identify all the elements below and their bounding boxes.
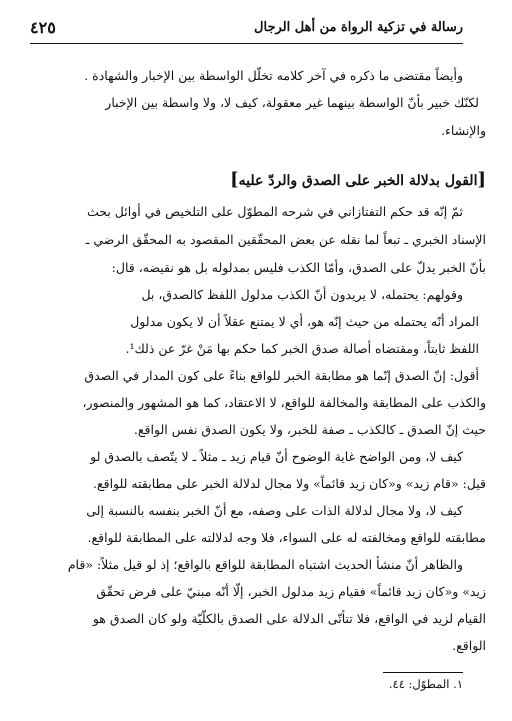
body-line: حيث إنّ الصدق ـ كالكذب ـ صفة للخبر، ولا يكون الصدق نفس الواقع. [133, 422, 486, 437]
footnote-divider [383, 672, 463, 673]
section-heading: [القول بدلالة الخبر على الصدق والردّ عليه] [230, 169, 486, 190]
body-line: القيام لزيد في الواقع، فلا تتأتّى الدلالة على الصدق بالكلّيّة ولو كان الصدق هو [92, 611, 486, 626]
body-line: مطابقته للواقع ومخالفته له على السواء، فلا وجه لدلالته على المطابقة للواقع. [87, 530, 486, 545]
body-line: والإنشاء. [441, 123, 486, 138]
body-line: لكنّك خبير بأنّ الواسطة بينهما غير معقولة، كيف لا، ولا واسطة بين الإخبار [105, 95, 479, 110]
body-line: والكذب على المطابقة والمخالفة للواقع، لا الاعتقاد، كما هو المشهور والمنصور، [82, 395, 486, 410]
body-line: كيف لا، ومن الواضح غاية الوضوح أنّ قيام زيد ـ مثلاً ـ لا يتّصف بالصدق لو [90, 449, 463, 464]
quote-line: اللفظ ثابتاً، ومقتضاه أصالة صدق الخبر كما حكم بها مَنْ غرّ عن ذلك¹. [125, 341, 479, 356]
body-line: الواقع. [452, 638, 486, 653]
body-line: بأنّ الخبر يدلّ على الصدق، وأمّا الكذب فليس بمدلوله بل هو نقيضه، قال: [111, 260, 486, 275]
body-line: ثمّ إنّه قد حكم التفتازاني في شرحه المطوّل على التلخيص في أوائل بحث [87, 204, 463, 219]
heading-bracket-open: [ [477, 169, 486, 190]
body-line: قيل: «قام زيد» و«كان زيد قائماً» ولا مجال لدلالة الخبر على مطابقته للواقع. [92, 476, 486, 491]
quote-line: المراد أنّه يحتمله من حيث إنّه هو، أي لا يمتنع عقلاً أن لا يكون مدلول [130, 314, 479, 329]
running-header-title: رسالة في تزكية الرواة من أهل الرجال [254, 20, 463, 35]
body-line: الإسناد الخبري ـ تبعاً لما نقله عن بعض المحقّقين المقصود به المحقّق الرضي ـ [85, 232, 486, 247]
heading-bracket-close: ] [230, 169, 239, 190]
page-number: ٤٢٥ [30, 18, 56, 37]
body-line: وأيضاً مقتضى ما ذكره في آخر كلامه تخلّل الواسطة بين الإخبار والشهادة . [84, 68, 463, 83]
body-line: زيد» و«كان زيد قائماً» فقيام زيد مدلول الخبر، إلّا أنّه مبنيّ على فرض تحقّق [96, 584, 486, 599]
body-line: كيف لا، ولا مجال لدلالة الذات على وصفه، مع أنّ الخبر بنفسه بالنسبة إلى [86, 503, 463, 518]
body-line: أقول: إنّ الصدق إنّما هو مطابقة الخبر للواقع بناءً على كون المدار في الصدق [84, 368, 479, 383]
quote-line: وقولهم: يحتمله، لا يريدون أنّ الكذب مدلول اللفظ كالصدق، بل [141, 287, 463, 302]
footnote: ١. المطوّل: ٤٤. [388, 677, 463, 691]
body-line: والظاهر أنّ منشأ الحديث اشتباه المطابقة للواقع بالواقع؛ إذ لو قيل مثلاً: «قام [67, 557, 463, 572]
header-divider [30, 43, 463, 44]
